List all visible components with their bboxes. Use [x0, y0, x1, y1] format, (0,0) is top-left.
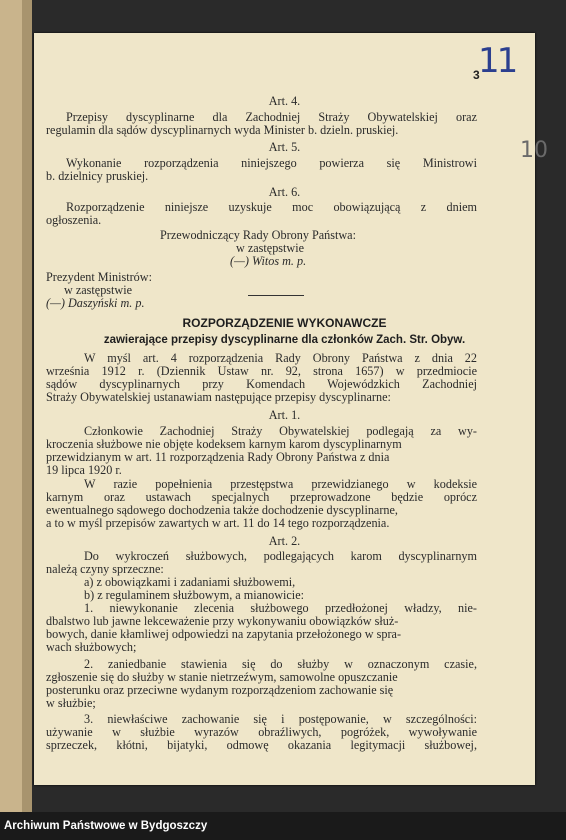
text-line: należą czyny sprzeczne:: [46, 562, 164, 576]
text-line: Przepisy dyscyplinarne dla Zachodniej Straży Obywatelskiej oraz: [66, 110, 477, 124]
signature-line: w zastępstwie: [236, 241, 305, 255]
list-item: b) z regulaminem służbowym, a mianowicie:: [84, 588, 304, 602]
text-line: kroczenia służbowe nie objęte kodeksem karnym karom dyscyplinarnym: [46, 437, 402, 451]
archive-name: Archiwum Państwowe w Bydgoszczy: [4, 820, 208, 832]
signature-line: w zastępstwie: [64, 283, 133, 297]
text-line: a to w myśl przepisów zawartych w art. 11 do 14 tego rozporządzenia.: [46, 516, 390, 530]
document-page: [34, 33, 548, 785]
printed-page-number: 3: [473, 68, 480, 82]
text-line: Do wykroczeń służbowych, podlegających karom dyscyplinarnym: [84, 549, 477, 563]
text-line: W razie popełnienia przestępstwa przewidzianego w kodeksie: [84, 477, 477, 491]
text-line: września 1912 r. (Dziennik Ustaw nr. 92, strona 1657) w przedmiocie: [46, 364, 477, 378]
text-line: używanie w służbie wyrazów obraźliwych, pogróżek, wywoływanie: [46, 725, 477, 739]
text-line: ewentualnego sądowego dochodzenia także dochodzenie dyscyplinarne,: [46, 503, 398, 517]
text-line: sądów dyscyplinarnych przy Komendach Wojewódzkich Zachodniej: [46, 377, 477, 391]
text-line: sprzeczek, kłótni, bijatyki, odmowę okazania legitymacji służbowej,: [46, 738, 477, 752]
handwritten-page-number: 11: [478, 41, 516, 81]
text-line: wach służbowych;: [46, 640, 137, 654]
article-heading: Art. 1.: [268, 408, 301, 422]
article-heading: Art. 2.: [268, 534, 301, 548]
text-line: 19 lipca 1920 r.: [46, 463, 122, 477]
document-title: ROZPORZĄDZENIE WYKONAWCZE: [182, 316, 387, 330]
text-line: Wykonanie rozporządzenia niniejszego powierza się Ministrowi: [66, 156, 477, 170]
article-heading: Art. 6.: [268, 185, 301, 199]
text-line: ogłoszenia.: [46, 213, 102, 227]
article-heading: Art. 5.: [268, 140, 301, 154]
text-line: przewidzianym w art. 11 rozporządzenia Rady Obrony Państwa z dnia: [46, 450, 390, 464]
article-heading: Art. 4.: [268, 94, 301, 108]
text-line: Rozporządzenie niniejsze uzyskuje moc obowiązującą z dniem: [66, 200, 477, 214]
text-line: Członkowie Zachodniej Straży Obywatelskiej podlegają za wy-: [84, 424, 477, 438]
document-subtitle: zawierające przepisy dyscyplinarne dla członków Zach. Str. Obyw.: [103, 334, 466, 346]
text-line: dbalstwo lub jawne lekceważenie przy wykonywaniu obowiązków służ-: [46, 614, 399, 628]
archive-footer: [0, 812, 566, 840]
signature-title: Przewodniczący Rady Obrony Państwa:: [160, 228, 356, 242]
text-line: b. dzielnicy pruskiej.: [46, 169, 149, 183]
text-line: karnym oraz ustawach specjalnych przeprowadzone będzie oprócz: [46, 490, 477, 504]
text-line: w służbie;: [46, 696, 96, 710]
list-item: 2. zaniedbanie stawienia się do służby w oznaczonym czasie,: [84, 657, 477, 671]
text-line: regulamin dla sądów dyscyplinarnych wyda Minister b. dzieln. pruskiej.: [46, 123, 399, 137]
text-line: zgłoszenie się do służby w stanie nietrzeźwym, samowolne opuszczanie: [46, 670, 398, 684]
list-item: a) z obowiązkami i zadaniami służbowemi,: [84, 575, 296, 589]
list-item: 3. niewłaściwe zachowanie się i postępowanie, w szczególności:: [84, 712, 477, 726]
signature-name: (—) Witos m. p.: [230, 254, 307, 268]
list-item: 1. niewykonanie zlecenia służbowego przedłożonej władzy, nie-: [84, 601, 477, 615]
handwritten-margin-number: 10: [520, 138, 548, 163]
adjacent-page-edge: [0, 0, 32, 812]
text-line: bowych, danie kłamliwej odpowiedzi na zapytania przełożonego w spra-: [46, 627, 402, 641]
text-line: Straży Obywatelskiej ustanawiam następujące przepisy dyscyplinarne:: [46, 390, 391, 404]
text-line: W myśl art. 4 rozporządzenia Rady Obrony Państwa z dnia 22: [84, 351, 477, 365]
signature-title: Prezydent Ministrów:: [46, 270, 152, 284]
signature-name: (—) Daszyński m. p.: [46, 296, 145, 310]
text-line: posterunku oraz przeciwne wydanym rozporządzeniom zachowanie się: [46, 683, 394, 697]
separator-line: [248, 295, 304, 296]
